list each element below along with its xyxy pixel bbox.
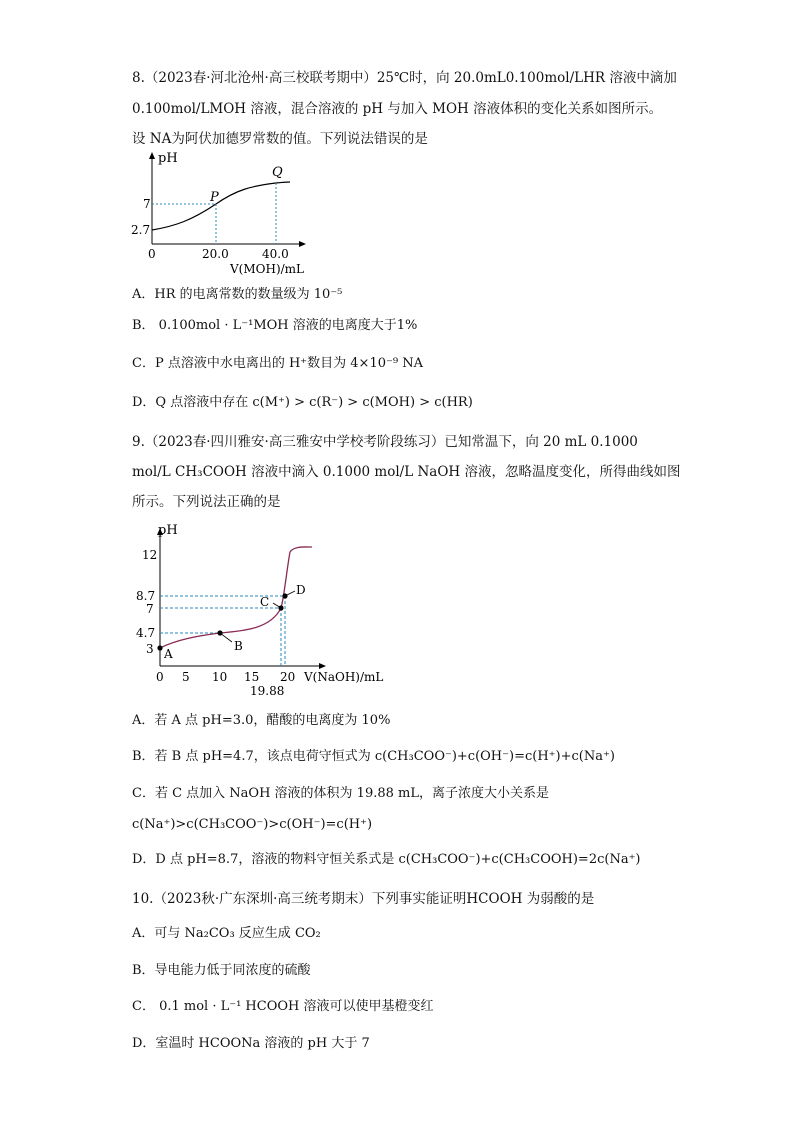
q9-y-label: pH bbox=[158, 523, 178, 538]
q10-stem: 10.（2023秋·广东深圳·高三统考期末）下列事实能证明HCOOH 为弱酸的是 bbox=[132, 891, 595, 907]
q9-option-d[interactable]: D．D 点 pH=8.7，溶液的物料守恒关系式是 c(CH₃COO⁻)+c(CH₃COOH)=2c(Na⁺) bbox=[132, 852, 641, 867]
q9-c-leader bbox=[273, 603, 281, 608]
q8-y-axis-arrow bbox=[149, 152, 155, 159]
q8-stem-line1: 8.（2023春·河北沧州·高三校联考期中）25℃时，向 20.0mL0.100mol/LHR 溶液中滴加 bbox=[132, 70, 677, 86]
q10-option-d[interactable]: D．室温时 HCOONa 溶液的 pH 大于 7 bbox=[132, 1036, 370, 1051]
q8-option-c[interactable]: C．P 点溶液中水电离出的 H⁺数目为 4×10⁻⁹ NA bbox=[132, 356, 423, 371]
q8-curve bbox=[152, 182, 290, 230]
q9-xtick-10: 10 bbox=[212, 670, 228, 684]
q9-ytick-12: 12 bbox=[142, 548, 158, 562]
q9-option-b[interactable]: B．若 B 点 pH=4.7，该点电荷守恒式为 c(CH₃COO⁻)+c(OH⁻)=c(H⁺)+c(Na⁺) bbox=[132, 749, 615, 764]
q8-y-label: pH bbox=[158, 151, 178, 166]
q9-point-d: D bbox=[296, 583, 306, 597]
q9-point-b: B bbox=[234, 639, 243, 653]
q8-ytick-7: 7 bbox=[143, 197, 151, 211]
q9-point-a: A bbox=[164, 647, 173, 661]
q8-option-b[interactable]: B． 0.100mol · L⁻¹MOH 溶液的电离度大于1% bbox=[132, 318, 418, 333]
q9-stem-line1: 9.（2023春·四川雅安·高三雅安中学校考阶段练习）已知常温下，向 20 mL 0.1000 bbox=[132, 434, 638, 450]
q8-x-axis-arrow bbox=[299, 241, 306, 247]
q8-xtick-40: 40.0 bbox=[262, 247, 289, 261]
q8-ph-chart bbox=[126, 150, 326, 278]
q9-b-leader bbox=[220, 633, 232, 642]
q9-stem-line2: mol/L CH₃COOH 溶液中滴入 0.1000 mol/L NaOH 溶液，忽略温度变化，所得曲线如图 bbox=[132, 464, 681, 480]
q8-ytick-2-7: 2.7 bbox=[131, 223, 151, 237]
q9-option-a[interactable]: A．若 A 点 pH=3.0，醋酸的电离度为 10% bbox=[132, 713, 391, 728]
q9-point-c: C bbox=[260, 595, 270, 609]
q9-x-axis-arrow bbox=[319, 663, 326, 669]
q9-ytick-3: 3 bbox=[146, 642, 154, 656]
q9-x-label: V(NaOH)/mL bbox=[304, 670, 384, 684]
q9-option-c-line1[interactable]: C．若 C 点加入 NaOH 溶液的体积为 19.88 mL，离子浓度大小关系是 bbox=[132, 786, 549, 801]
q8-point-q: Q bbox=[272, 165, 283, 180]
q8-xtick-0: 0 bbox=[148, 247, 156, 261]
q9-stem-line3: 所示。下列说法正确的是 bbox=[132, 494, 281, 510]
q8-point-p: P bbox=[210, 190, 219, 205]
q9-ytick-7: 7 bbox=[146, 602, 154, 616]
q9-xtick-20: 20 bbox=[280, 670, 296, 684]
q8-x-label: V(MOH)/mL bbox=[230, 262, 305, 276]
q10-option-c[interactable]: C． 0.1 mol · L⁻¹ HCOOH 溶液可以使甲基橙变红 bbox=[132, 999, 434, 1014]
q8-option-d[interactable]: D．Q 点溶液中存在 c(M⁺) > c(R⁻) > c(MOH) > c(HR) bbox=[132, 395, 473, 410]
q10-option-a[interactable]: A．可与 Na₂CO₃ 反应生成 CO₂ bbox=[132, 926, 321, 941]
q9-xtick-19-88: 19.88 bbox=[250, 684, 285, 698]
q9-xtick-5: 5 bbox=[182, 670, 190, 684]
q9-option-c-line2[interactable]: c(Na⁺)>c(CH₃COO⁻)>c(OH⁻)=c(H⁺) bbox=[132, 817, 373, 832]
q8-xtick-20: 20.0 bbox=[202, 247, 229, 261]
q8-option-a[interactable]: A．HR 的电离常数的数量级为 10⁻⁵ bbox=[132, 287, 343, 302]
q9-xtick-0: 0 bbox=[156, 670, 164, 684]
q9-d-leader bbox=[285, 591, 295, 596]
q9-point-a-dot bbox=[157, 645, 162, 650]
q8-stem-line2: 0.100mol/LMOH 溶液，混合溶液的 pH 与加入 MOH 溶液体积的变化关系如图所示。 bbox=[132, 101, 663, 117]
q9-titration-chart bbox=[136, 518, 396, 700]
q8-stem-line3: 设 NA为阿伏加德罗常数的值。下列说法错误的是 bbox=[132, 131, 428, 147]
q9-ytick-4-7: 4.7 bbox=[136, 626, 156, 640]
q9-xtick-15: 15 bbox=[244, 670, 260, 684]
q10-option-b[interactable]: B．导电能力低于同浓度的硫酸 bbox=[132, 963, 311, 978]
q9-ytick-8-7: 8.7 bbox=[136, 589, 156, 603]
